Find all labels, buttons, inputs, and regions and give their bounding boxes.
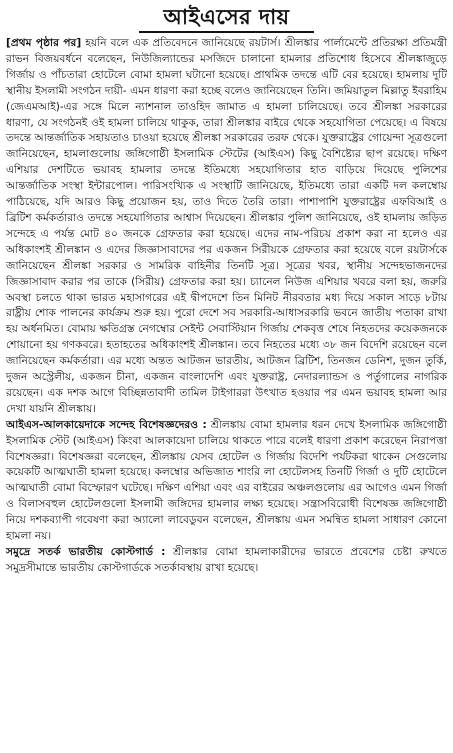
headline-wrap [6, 4, 447, 36]
paragraph-coastguard [6, 545, 447, 577]
article-body [6, 36, 447, 577]
headline: আইএসের দায় [139, 4, 313, 33]
subhead-experts: আইএস-আলকায়েদাকে সন্দেহ বিশেষজ্ঞদেরও : [6, 418, 207, 431]
paragraph-text: শ্রীলঙ্কায় বোমা হামলার ধরন দেখে ইসলামিক জঙ্গিগোষ্ঠী ইসলামিক স্টেট (আইএস) কিংবা আলকায়েদা চালিয়ে থাকতে পারে বলেই ধারণা প্রকাশ করেছেন নিরাপত্তা বিশেষজ্ঞরা। বিশেষজ্ঞরা বলেছেন, শ্রীলঙ্কায় যেসব হোটেল ও গির্জায় বিদেশি পর্যটকরা থাকেন সেগুলোয় কয়েকটি আত্মঘাতী হামলা হয়েছে। কলম্বোর অভিজাত শাংরি লা হোটেলসহ তিনটি গির্জা ও দুটি হোটেলে আত্মঘাতী বোমা বিস্ফোরণ ঘটেছে। দক্ষিণ এশিয়া এবং এর বাইরের অঞ্চলগুলোয় এর আগেও এমন গির্জা ও বিলাসবহুল হোটেলগুলো ইসলামী জঙ্গিদের হামলার লক্ষ্য হয়েছে। সন্ত্রাসবিরোধী বিশেষজ্ঞ জঙ্গিগোষ্ঠী নিয়ে দশকব্যাপী গবেষণা করা অ্যালো লাবেডুবন বলেছেন, শ্রীলঙ্কায় এমন সমন্বিত হামলা সাধারণ কোনো হামলা নয়। [6, 418, 447, 543]
paragraph-text: হয়নি বলে এক প্রতিবেদনে জানিয়েছে রয়টার্স। শ্রীলঙ্কার পার্লামেন্টে প্রতিরক্ষা প্রতিমন্ত্রী রাভন বিজয়বর্ধনে বলেছেন, নিউজিল্যান্ডের মসজিদে চালানো হামলার প্রতিশোধ হিসেবে শ্রীলঙ্কাজুড়ে গির্জায় ও পাঁচতারা হোটেলে বোমা হামলা ঘটানো হয়েছে। প্রাথমিক তদন্তে এটি বের হয়েছে। হামলায় দুটি স্থানীয় ইসলামী সংগঠন দায়ী- এমন ধারণা করা হচ্ছে বলেও জানিয়েছেন তিনি। জমিয়াতুল মিল্লাতু ইবরাহিম (জেএমআই)-এর সঙ্গে মিলে ন্যাশনাল তাওহিদ জামাত এ হামলা চালিয়েছে। তবে শ্রীলঙ্কা সরকারের ধারণা, যে সংগঠনই ওই হামলা চালিয়ে থাকুক, তারা শ্রীলঙ্কার বাইরে থেকে সহযোগিতা পেয়েছে। এ বিষয়ে তদন্তে আন্তর্জাতিক সহায়তাও চাওয়া হয়েছে শ্রীলঙ্কা সরকারের তরফ থেকে। যুক্তরাষ্ট্রের গোয়েন্দা সূত্রগুলো জানিয়েছেন, হামলাগুলোয় জঙ্গিগোষ্ঠী ইসলামিক স্টেটের (আইএস) কিছু বৈশিষ্ট্যের ছাপ রয়েছে। দক্ষিণ এশিয়ার দেশটিতে ভয়াবহ হামলার তদন্তে ইতিমধ্যে সহযোগিতার হাত বাড়িয়ে দিয়েছে পুলিশের আন্তর্জাতিক সংস্থা ইন্টারপোল। পারিসংখ্যিক এ সংস্থাটি জানিয়েছে, ইতিমধ্যে তারা একটি দল কলম্বোয় পাঠিয়েছে, যদি আরও কিছু প্রয়োজন হয়, তাও দিতে তৈরি তারা। পাশাপাশি যুক্তরাষ্ট্রের এফবিআই ও ব্রিটিশ কর্মকর্তারাও তদন্তে সহযোগিতার আশ্বাস দিয়েছেন। শ্রীলঙ্কার পুলিশ জানিয়েছে, ওই হামলায় জড়িত সন্দেহে এ পর্যন্ত মোট ৪০ জনকে গ্রেফতার করা হয়েছে। এদের নাম-পরিচয় প্রকাশ করা না হলেও এর অধিকাংশই শ্রীলঙ্কান ও এদের জিজ্ঞাসাবাদের পর একজন সিরীয়কে গ্রেফতার করা হয়েছে বলে রয়টার্সকে জানিয়েছেন শ্রীলঙ্কা সরকার ও সামরিক বাহিনীর তিনটি সূত্র। সূত্রের খবর, স্থানীয় সন্দেহভাজনদের জিজ্ঞাসাবাদ করার পর তাকে (সিরীয়) গ্রেফতার করা হয়। চ্যানেল নিউজ এশিয়ার খবরে বলা হয়, জরুরি অবস্থা চলতে থাকা ভারত মহাসাগরের এই দ্বীপদেশে তিন মিনিট নীরবতার মধ্য দিয়ে সকাল সাড়ে ৮টায় রাষ্ট্রীয় শোক পালনের কার্যক্রম শুরু হয়। পুরো দেশে সব সরকারি-আধাসরকারি ভবনে জাতীয় পতাকা রাখা হয় অর্ধনমিত। বোমায় ক্ষতিগ্রস্ত নেগম্বোর সেইন্ট সেবাস্টিয়ান গির্জায় শেকবৃত্ত শেষে নিহতদের কয়েকজনকে শোয়ানো হয় গণকবরে। হতাহতের অধিকাংশই শ্রীলঙ্কান। তবে নিহতের মধ্যে ৩৮ জন বিদেশি রয়েছেন বলে জানিয়েছেন কর্মকর্তারা। এর মধ্যে অন্তত আটজন ভারতীয়, আটজন ব্রিটিশ, তিনজন ডেনিশ, দুজন তুর্কি, দুজন অস্ট্রেলীয়, একজন চীনা, একজন বাংলাদেশি এবং যুক্তরাষ্ট্র, নেদারল্যান্ডস ও পর্তুগালের নাগরিক রয়েছেন। এক দশক আগে বিচ্ছিন্নতাবাদী তামিল টাইগাররা উৎখাত হওয়ার পর এমন ভয়াবহ হামলা আর দেখা যায়নি শ্রীলঙ্কায়। [6, 37, 447, 415]
paragraph-main [6, 36, 447, 418]
paragraph-experts [6, 418, 447, 545]
subhead-coastguard: সমুদ্রে সতর্ক ভারতীয় কোস্টগার্ড : [6, 546, 166, 558]
paragraph-text: শ্রীলঙ্কার বোমা হামলাকারীদের ভারতে প্রবেশের চেষ্টা রুখতে সমুদ্রসীমান্তে ভারতীয় কোস্টগার্ডকে সতর্কাবস্থায় রাখা হয়েছে। [6, 546, 448, 574]
continuation-marker: [প্রথম পৃষ্ঠার পর] [6, 37, 82, 49]
